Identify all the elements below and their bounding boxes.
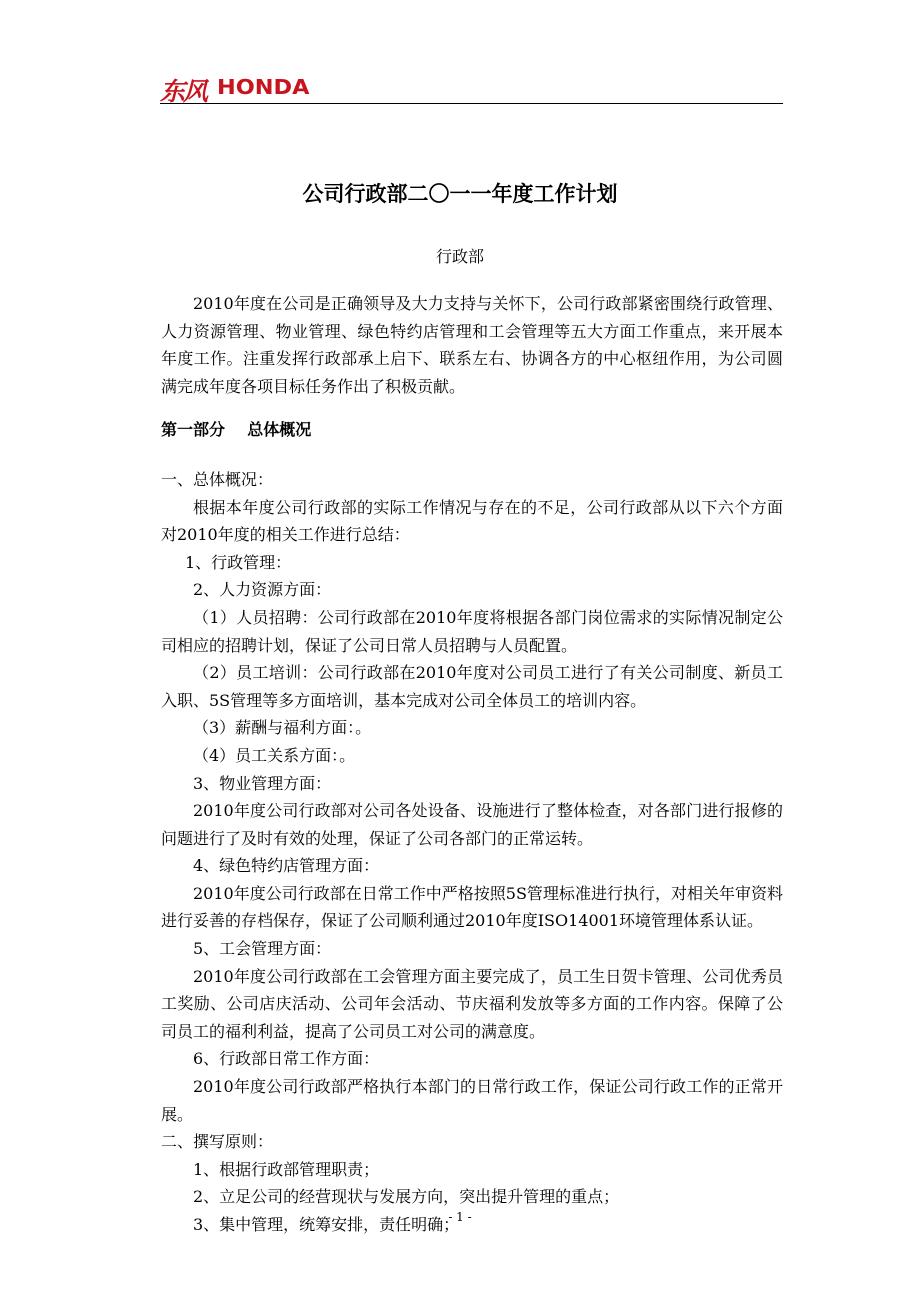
part1-heading: 第一部分 总体概况: [161, 420, 312, 440]
honda-logo: HONDA: [217, 75, 310, 99]
principle-2: 2、立足公司的经营现状与发展方向，突出提升管理的重点；: [193, 1187, 620, 1207]
intro-paragraph: 2010年度在公司是正确领导及大力支持与关怀下，公司行政部紧密围绕行政管理、人力资源管理、物业管理、绿色特约店管理和工会管理等五大方面工作重点，来开展本年度工作。注重发挥行政部承上启下、联系左右、协调各方的中心枢纽作用，为公司圆满完成年度各项目标任务作出了积极贡献。: [161, 294, 783, 396]
header-divider: [160, 103, 783, 104]
page-number: - 1 -: [448, 1210, 472, 1224]
department-label: 行政部: [435, 247, 484, 266]
dongfeng-logo: 东风: [160, 77, 207, 106]
item3-heading: 3、物业管理方面：: [193, 773, 332, 793]
section1-heading: 一、总体概况：: [161, 469, 274, 489]
document-title: 公司行政部二〇一一年度工作计划: [302, 182, 618, 206]
document-body: [161, 290, 783, 1239]
section2-heading: 二、撰写原则：: [161, 1132, 274, 1152]
item4-text: 2010年度公司行政部在日常工作中严格按照5S管理标准进行执行，对相关年审资料进行妥善的存档保存，保证了公司顺利通过2010年度ISO14001环境管理体系认证。: [161, 883, 783, 931]
item6-heading: 6、行政部日常工作方面：: [193, 1049, 380, 1069]
item2-sub4: （4）员工关系方面：。: [193, 745, 356, 765]
item2-sub2: （2）员工培训：公司行政部在2010年度对公司员工进行了有关公司制度、新员工入职、5S管理等多方面培训，基本完成对公司全体员工的培训内容。: [161, 663, 783, 710]
item5-heading: 5、工会管理方面：: [193, 939, 332, 959]
item6-text: 2010年度公司行政部严格执行本部门的日常行政工作，保证公司行政工作的正常开展。: [161, 1077, 783, 1124]
item2-sub3: （3）薪酬与福利方面：。: [193, 718, 372, 738]
item1-heading: 1、行政管理：: [185, 552, 292, 572]
item5-text: 2010年度公司行政部在工会管理方面主要完成了，员工生日贺卡管理、公司优秀员工奖励、公司店庆活动、公司年会活动、节庆福利发放等多方面的工作内容。保障了公司员工的福利利益，提高了公司员工对公司的满意度。: [161, 966, 783, 1041]
item2-sub1: （1）人员招聘：公司行政部在2010年度将根据各部门岗位需求的实际情况制定公司相应的招聘计划，保证了公司日常人员招聘与人员配置。: [161, 607, 783, 655]
page-header: [160, 68, 783, 104]
principle-1: 1、根据行政部管理职责；: [193, 1159, 380, 1179]
item2-heading: 2、人力资源方面：: [193, 580, 332, 600]
item4-heading: 4、绿色特约店管理方面：: [193, 856, 380, 876]
principle-3: 3、集中管理，统筹安排，责任明确；: [193, 1215, 460, 1234]
item3-text: 2010年度公司行政部对公司各处设备、设施进行了整体检查，对各部门进行报修的问题进行了及时有效的处理，保证了公司各部门的正常运转。: [161, 801, 783, 848]
section1-intro: 根据本年度公司行政部的实际工作情况与存在的不足，公司行政部从以下六个方面对2010年度的相关工作进行总结：: [161, 497, 783, 545]
